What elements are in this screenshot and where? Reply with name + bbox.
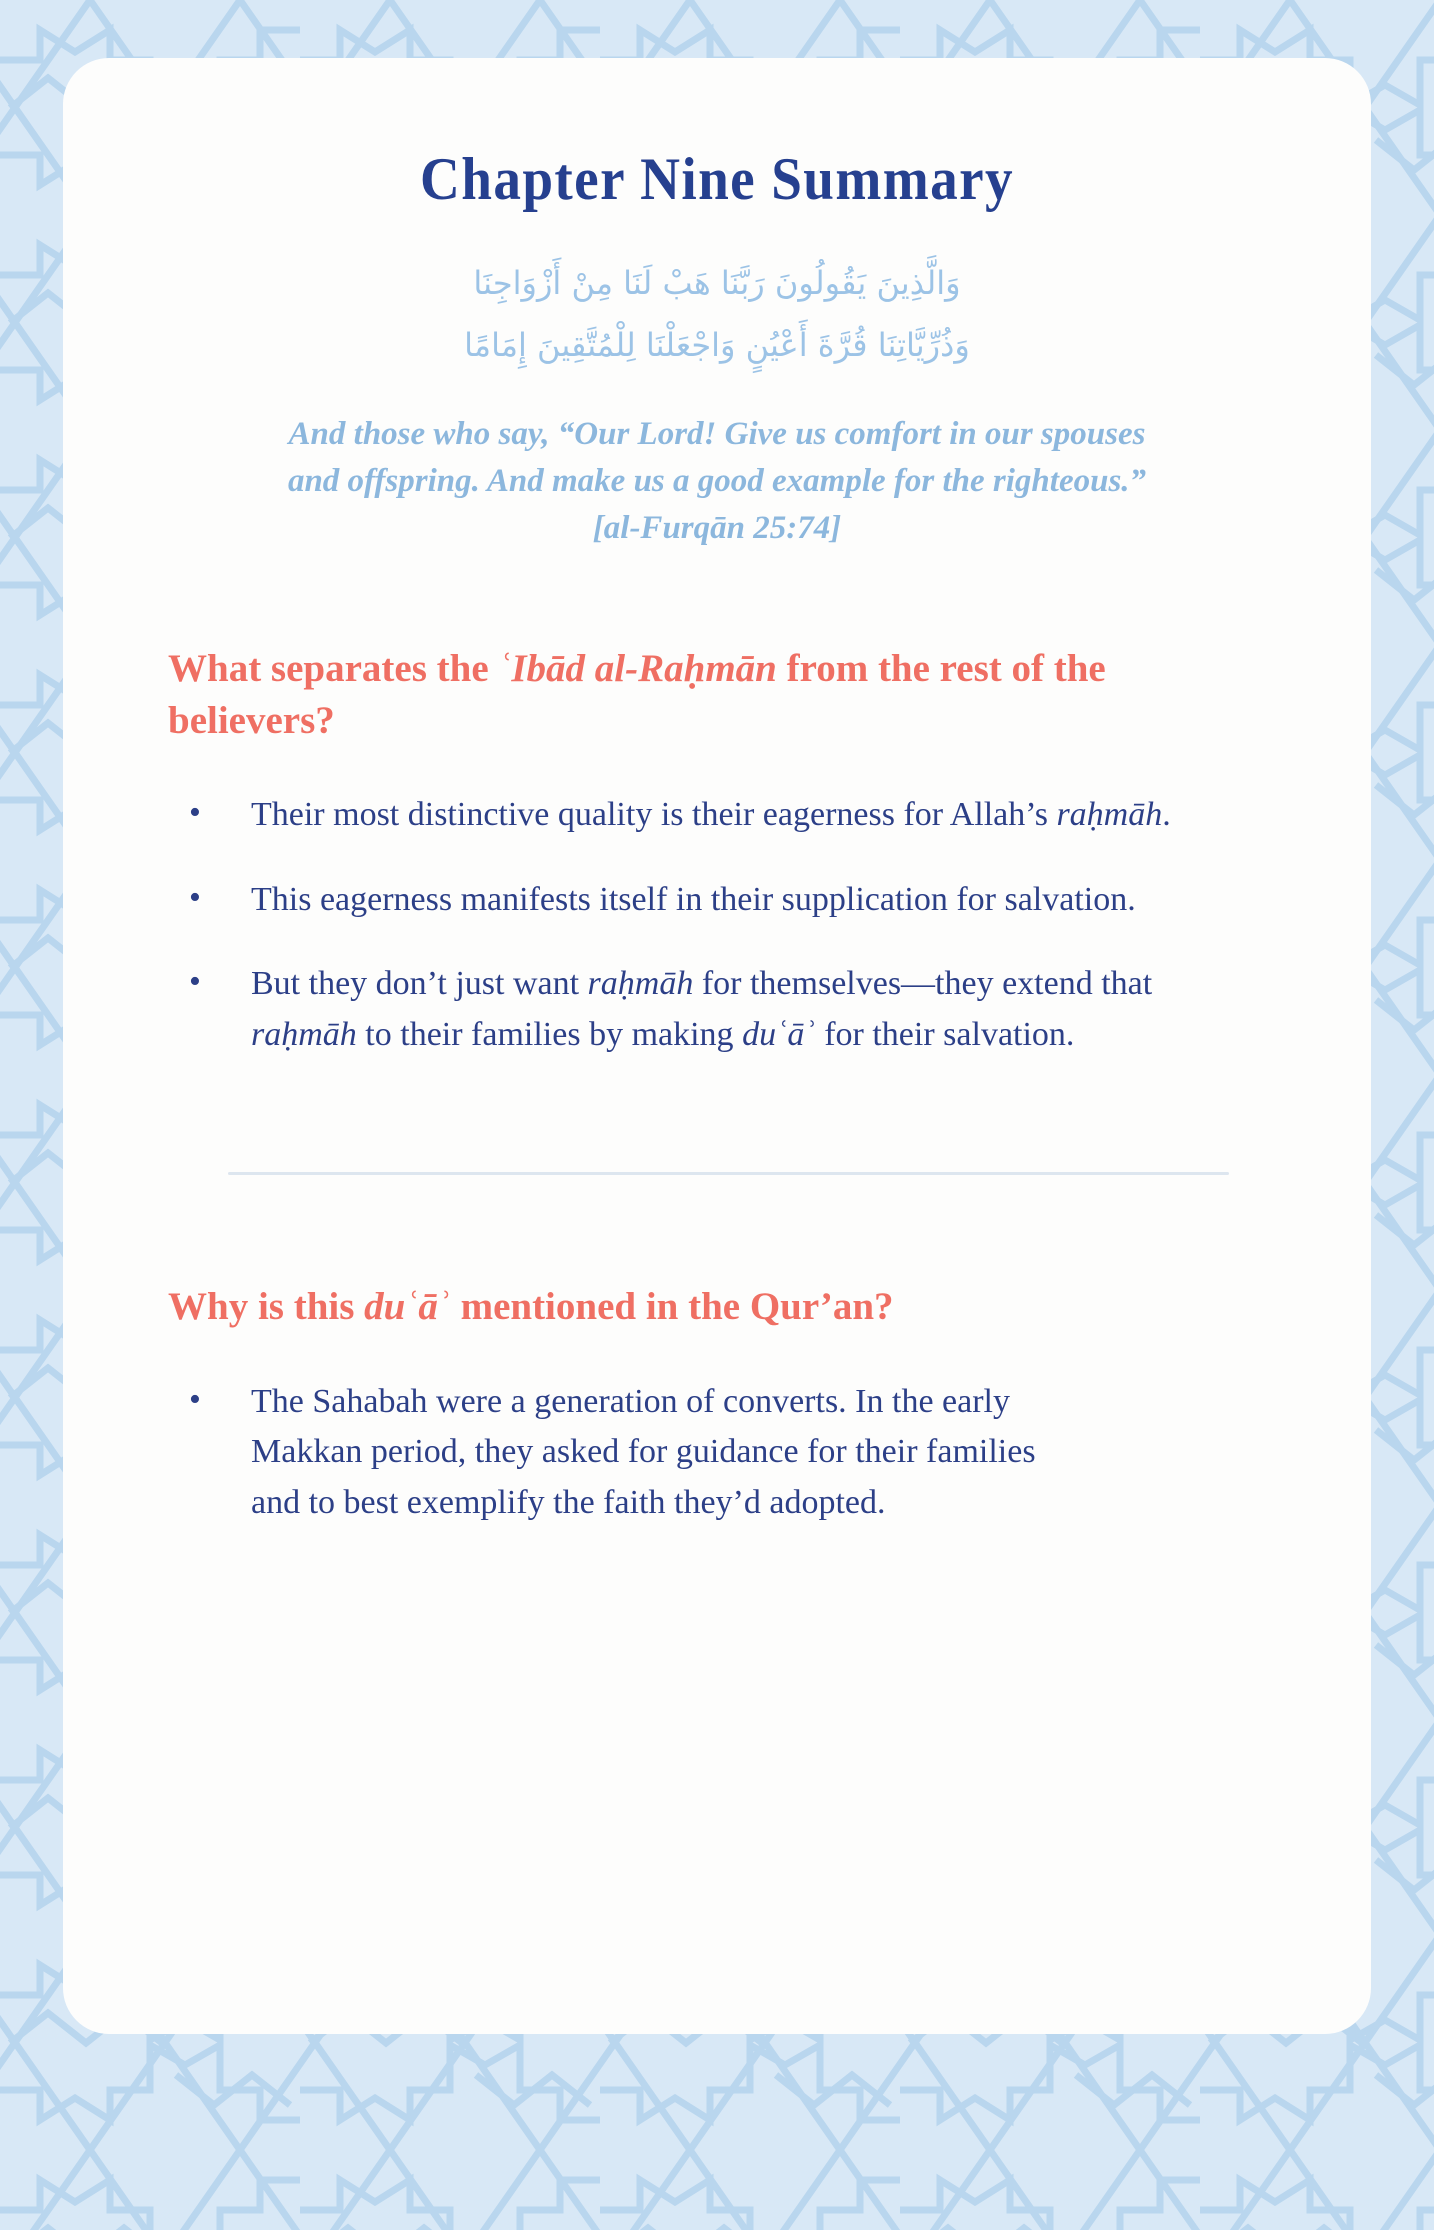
page-card [63, 58, 1371, 2034]
section-ibad-al-rahman [63, 551, 1371, 1060]
translation-line-2: in our spouses and offspring. And make us a good [287, 415, 1146, 499]
bullet-text-part-2: . [1162, 796, 1171, 834]
heading-emphasis: ʿIbād al-Raḥmān [498, 647, 777, 691]
quran-ayah-arabic [63, 212, 1371, 377]
section-heading [63, 551, 1371, 746]
section-why-dua-in-quran [63, 1175, 1371, 1528]
bullet-text-part-3: to their families by making [356, 1015, 743, 1053]
card-content [63, 58, 1371, 1528]
translation-line-3: example for the righteous.” [al-Furqān 25:74] [592, 462, 1147, 546]
bullet-emphasis-3: duʿāʾ [742, 1015, 816, 1053]
page-title: Chapter Nine Summary [420, 146, 1014, 212]
bullet-text-part-1: This eagerness manifests itself in their supplication for salvation. [251, 880, 1136, 918]
bullet-list [63, 1377, 1371, 1528]
bullet-text-part-1: The Sahabah were a generation of converts. In the early Makkan period, they asked for guidance for their families and to best exemplify the faith they’d adopted. [251, 1382, 1036, 1521]
bullet-emphasis-1: raḥmāh [587, 965, 694, 1003]
bullet-emphasis-1: raḥmāh [1056, 796, 1163, 834]
list-item [63, 790, 1371, 840]
heading-emphasis: duʿāʾ [364, 1285, 451, 1329]
list-item [63, 959, 1371, 1060]
ayah-line-2: وَذُرِّيَّاتِنَا قُرَّةَ أَعْيُنٍ وَاجْعَلْنَا لِلْمُتَّقِينَ إِمَامًا [464, 326, 970, 365]
heading-text-part-2: mentioned in the Qur’an? [450, 1285, 894, 1329]
list-item [63, 1377, 1371, 1528]
heading-text-part-2: from the rest of the believers? [168, 647, 1106, 742]
list-item [63, 875, 1371, 925]
bullet-list [63, 790, 1371, 1060]
heading-text-part-1: What separates the [168, 647, 499, 691]
ayah-line-1: وَالَّذِينَ يَقُولُونَ رَبَّنَا هَبْ لَنَا مِنْ أَزْوَاجِنَا [473, 264, 961, 302]
bullet-text-part-1: Their most distinctive quality is their eagerness for Allah’s [251, 796, 1057, 834]
translation-line-1: And those who say, “Our Lord! Give us comfort [288, 415, 941, 452]
section-heading [63, 1175, 1371, 1332]
heading-text-part-1: Why is this [168, 1285, 365, 1329]
bullet-emphasis-2: raḥmāh [251, 1015, 357, 1053]
bullet-text-part-1: But they don’t just want [251, 965, 588, 1003]
bullet-text-part-4: for their salvation. [815, 1015, 1075, 1053]
ayah-translation [63, 377, 1371, 552]
bullet-text-part-2: for themselves—they extend that [693, 965, 1153, 1003]
